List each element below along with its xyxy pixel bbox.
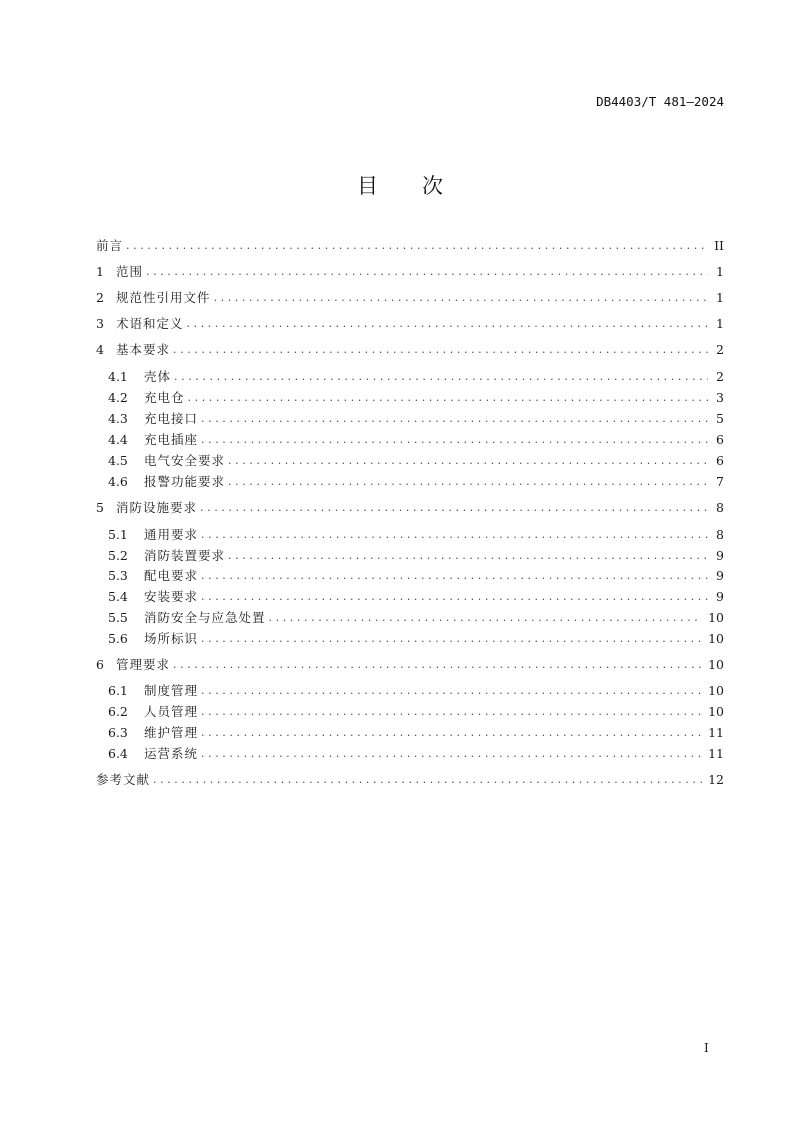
toc-entry-page: 6 [716,453,724,468]
toc-entry-number: 5.2 [108,548,128,563]
toc-entry-page: 1 [716,264,724,279]
dot-leader [214,289,708,307]
toc-entry-title: 场所标识 [144,631,199,646]
toc-entry[interactable] [108,630,724,648]
dot-leader [201,682,702,700]
toc-entry-page: 3 [716,390,724,405]
toc-entry[interactable] [96,237,724,255]
toc-entry[interactable] [108,368,724,386]
toc-entry-title: 管理要求 [116,657,171,672]
toc-entry-page: 10 [708,683,724,698]
toc-entry[interactable] [108,588,724,606]
dot-leader [201,588,708,606]
toc-entry-page: 10 [708,631,724,646]
toc-entry-page: II [714,238,724,253]
dot-leader [269,609,703,627]
dot-leader [228,547,708,565]
toc-entry-page: 12 [708,772,724,787]
toc-entry[interactable] [108,526,724,544]
toc-entry-title: 范围 [116,264,144,279]
toc-entry[interactable] [108,609,724,627]
dot-leader [228,473,708,491]
toc-entry-title: 消防设施要求 [116,500,198,515]
toc-entry[interactable] [96,315,724,333]
toc-entry-number: 5.5 [108,610,128,625]
toc-entry-title: 充电接口 [144,411,199,426]
toc-entry-number: 4.6 [108,474,128,489]
toc-entry-number: 1 [96,264,104,279]
toc-entry-title: 安装要求 [144,589,199,604]
toc-entry[interactable] [108,389,724,407]
dot-leader [228,452,708,470]
toc-entry-title: 消防安全与应急处置 [144,610,266,625]
toc-entry[interactable] [108,682,724,700]
toc-entry-number: 5 [96,500,104,515]
page-title [0,170,800,200]
toc-entry-number: 6.1 [108,683,128,698]
toc-entry-page: 11 [708,725,724,740]
toc-entry-title: 制度管理 [144,683,199,698]
toc-entry-page: 9 [716,568,724,583]
toc-entry-title: 规范性引用文件 [116,290,211,305]
toc-entry-number: 5.4 [108,589,128,604]
dot-leader [201,526,708,544]
toc-entry-page: 8 [716,500,724,515]
toc-entry-page: 10 [708,610,724,625]
dot-leader [200,499,708,517]
toc-entry-page: 2 [716,342,724,357]
dot-leader [187,315,708,333]
document-code: DB4403/T 481—2024 [596,94,724,109]
toc-entry-title: 电气安全要求 [144,453,226,468]
toc-entry-title: 基本要求 [116,342,171,357]
toc-entry-page: 1 [716,316,724,331]
toc-entry[interactable] [108,473,724,491]
toc-entry-number: 3 [96,316,104,331]
toc-entry-number: 4.3 [108,411,128,426]
toc-entry[interactable] [108,745,724,763]
toc-entry[interactable] [96,263,724,281]
toc-entry-title: 配电要求 [144,568,199,583]
toc-entry-page: 10 [708,657,724,672]
dot-leader [201,567,708,585]
toc-entry-page: 5 [716,411,724,426]
toc-entry-number: 4.2 [108,390,128,405]
toc-entry-page: 6 [716,432,724,447]
toc-entry-number: 4.5 [108,453,128,468]
toc-entry-page: 7 [716,474,724,489]
toc-entry-page: 9 [716,548,724,563]
title-char-2: 次 [422,174,443,198]
dot-leader [201,630,702,648]
toc-entry[interactable] [96,499,724,517]
toc-entry[interactable] [108,724,724,742]
dot-leader [173,656,702,674]
dot-leader [201,431,708,449]
dot-leader [173,341,708,359]
toc-entry-title: 壳体 [144,369,172,384]
toc-entry-title: 人员管理 [144,704,199,719]
dot-leader [201,745,702,763]
toc-entry-page: 8 [716,527,724,542]
toc-entry-number: 5.1 [108,527,128,542]
toc-entry-number: 2 [96,290,104,305]
toc-entry-page: 9 [716,589,724,604]
toc-entry-number: 4 [96,342,104,357]
toc-entry-number: 5.6 [108,631,128,646]
dot-leader [153,771,702,789]
dot-leader [188,389,708,407]
dot-leader [146,263,708,281]
toc-entry-title: 消防装置要求 [144,548,226,563]
toc-entry-title: 充电仓 [144,390,185,405]
page-number: I [704,1041,709,1055]
toc-entry[interactable] [108,547,724,565]
toc-entry-number: 6.4 [108,746,128,761]
toc-entry-title: 通用要求 [144,527,199,542]
toc-entry-title: 术语和定义 [116,316,184,331]
toc-entry-page: 2 [716,369,724,384]
toc-entry-number: 4.1 [108,369,128,384]
toc-entry[interactable] [96,289,724,307]
toc-entry-number: 5.3 [108,568,128,583]
toc-entry-title: 运营系统 [144,746,199,761]
toc-entry[interactable] [108,452,724,470]
toc-entry-page: 1 [716,290,724,305]
dot-leader [126,237,708,255]
dot-leader [201,703,702,721]
dot-leader [174,368,708,386]
toc-entry[interactable] [108,703,724,721]
toc-entry-number: 4.4 [108,432,128,447]
toc-entry[interactable] [108,567,724,585]
toc-entry[interactable] [96,341,724,359]
title-char-1: 目 [357,174,378,198]
toc-entry-number: 6.2 [108,704,128,719]
dot-leader [201,410,708,428]
toc-entry-title: 参考文献 [96,772,151,787]
toc-entry[interactable] [108,410,724,428]
toc-entry-number: 6 [96,657,104,672]
toc-entry-title: 充电插座 [144,432,199,447]
dot-leader [201,724,702,742]
toc-entry-title: 报警功能要求 [144,474,226,489]
toc-entry[interactable] [96,771,724,789]
toc-entry[interactable] [108,431,724,449]
toc-entry-title: 维护管理 [144,725,199,740]
toc-entry-page: 10 [708,704,724,719]
toc-entry-page: 11 [708,746,724,761]
toc-entry-title: 前言 [96,238,124,253]
toc-entry-number: 6.3 [108,725,128,740]
toc-entry[interactable] [96,656,724,674]
